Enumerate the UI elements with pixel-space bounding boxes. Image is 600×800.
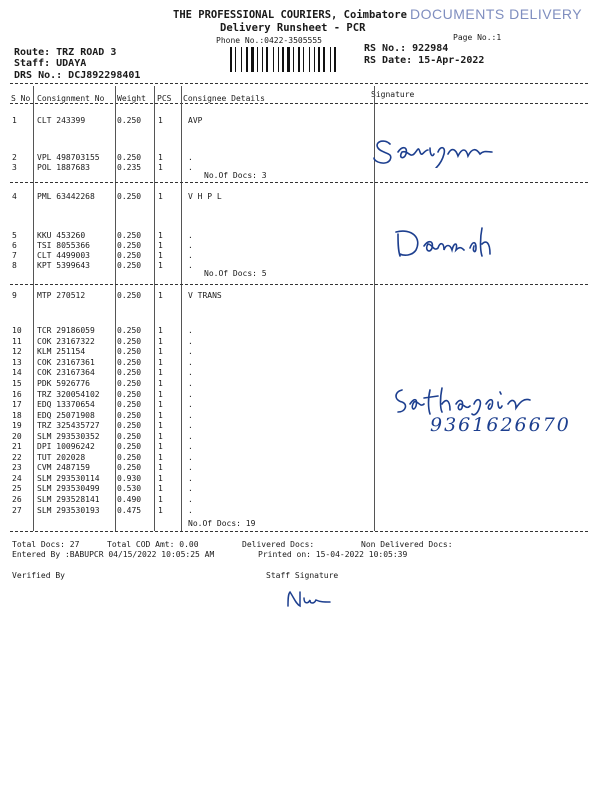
row-weight: 0.250 [117, 231, 142, 240]
row-consignment-no: POL 1887683 [37, 163, 90, 172]
group-divider [10, 284, 588, 285]
row-consignment-no: SLM 293530114 [37, 474, 100, 483]
delivered-docs: Delivered Docs: [242, 540, 315, 549]
row-pcs: 1 [158, 506, 163, 515]
row-consignee: . [188, 484, 193, 493]
row-consignment-no: CLT 4499003 [37, 251, 90, 260]
row-sno: 5 [12, 231, 17, 240]
staff-label: Staff: UDAYA [14, 58, 87, 69]
row-weight: 0.490 [117, 495, 142, 504]
row-consignment-no: CVM 2487159 [37, 463, 90, 472]
row-pcs: 1 [158, 379, 163, 388]
row-consignment-no: SLM 293528141 [37, 495, 100, 504]
row-consignee: . [188, 495, 193, 504]
row-pcs: 1 [158, 163, 163, 172]
verified-by-label: Verified By [12, 571, 65, 580]
row-pcs: 1 [158, 347, 163, 356]
row-sno: 17 [12, 400, 22, 409]
row-sno: 12 [12, 347, 22, 356]
row-pcs: 1 [158, 442, 163, 451]
row-pcs: 1 [158, 368, 163, 377]
row-consignee: . [188, 453, 193, 462]
row-consignee: . [188, 261, 193, 270]
row-weight: 0.250 [117, 463, 142, 472]
entered-by: Entered By :BABUPCR 04/15/2022 10:05:25 AM [12, 550, 215, 559]
handwritten-signature-2 [392, 222, 502, 262]
row-pcs: 1 [158, 453, 163, 462]
row-consignee: . [188, 390, 193, 399]
row-consignment-no: DPI 10096242 [37, 442, 95, 451]
row-consignee: . [188, 241, 193, 250]
row-weight: 0.250 [117, 390, 142, 399]
drs-number: DRS No.: DCJ892298401 [14, 70, 141, 81]
row-consignment-no: SLM 293530499 [37, 484, 100, 493]
row-sno: 10 [12, 326, 22, 335]
row-sno: 6 [12, 241, 17, 250]
row-weight: 0.235 [117, 163, 142, 172]
row-consignment-no: PML 63442268 [37, 192, 95, 201]
header-divider-top [10, 83, 588, 84]
group-docs-count: No.Of Docs: 3 [204, 171, 267, 180]
row-consignee: . [188, 326, 193, 335]
row-pcs: 1 [158, 261, 163, 270]
row-weight: 0.250 [117, 453, 142, 462]
row-weight: 0.250 [117, 251, 142, 260]
row-consignment-no: COK 23167364 [37, 368, 95, 377]
phone-number: Phone No.:0422-3505555 [216, 36, 322, 45]
row-weight: 0.250 [117, 411, 142, 420]
row-pcs: 1 [158, 411, 163, 420]
row-weight: 0.250 [117, 116, 142, 125]
row-pcs: 1 [158, 432, 163, 441]
row-consignee: AVP [188, 116, 203, 125]
printed-on: Printed on: 15-04-2022 10:05:39 [258, 550, 408, 559]
row-weight: 0.250 [117, 400, 142, 409]
row-consignment-no: TSI 8055366 [37, 241, 90, 250]
row-weight: 0.250 [117, 241, 142, 250]
row-consignee: . [188, 421, 193, 430]
row-consignee: . [188, 442, 193, 451]
header-divider-bottom [10, 103, 588, 104]
row-weight: 0.530 [117, 484, 142, 493]
row-consignment-no: COK 23167361 [37, 358, 95, 367]
rs-number: RS No.: 922984 [364, 43, 449, 54]
row-pcs: 1 [158, 326, 163, 335]
row-pcs: 1 [158, 231, 163, 240]
group-docs-count: No.Of Docs: 5 [204, 269, 267, 278]
handwritten-signature-3 [390, 382, 540, 416]
row-sno: 11 [12, 337, 22, 346]
row-consignment-no: KLM 251154 [37, 347, 86, 356]
row-consignment-no: VPL 498703155 [37, 153, 100, 162]
column-line [181, 86, 182, 531]
col-consignee-details: Consignee Details [183, 94, 265, 103]
group-docs-count: No.Of Docs: 19 [188, 519, 256, 528]
route-label: Route: TRZ ROAD 3 [14, 47, 117, 58]
row-consignee: . [188, 347, 193, 356]
company-name: THE PROFESSIONAL COURIERS, Coimbatore [173, 9, 407, 21]
row-consignee: . [188, 411, 193, 420]
row-consignee: . [188, 379, 193, 388]
handwritten-signature-1 [368, 132, 498, 168]
col-signature: Signature [371, 90, 415, 99]
row-weight: 0.250 [117, 368, 142, 377]
row-consignment-no: TRZ 325435727 [37, 421, 100, 430]
column-line [154, 86, 155, 531]
row-consignee: . [188, 463, 193, 472]
column-line [33, 86, 34, 531]
row-pcs: 1 [158, 474, 163, 483]
row-sno: 7 [12, 251, 17, 260]
row-pcs: 1 [158, 241, 163, 250]
row-sno: 14 [12, 368, 22, 377]
row-consignment-no: TUT 202028 [37, 453, 86, 462]
page-number: Page No.:1 [453, 33, 502, 42]
row-sno: 23 [12, 463, 22, 472]
row-sno: 4 [12, 192, 17, 201]
non-delivered-docs: Non Delivered Docs: [361, 540, 453, 549]
row-consignee: . [188, 474, 193, 483]
row-consignment-no: TCR 29186059 [37, 326, 95, 335]
handwritten-phone-number: 9361626670 [430, 414, 571, 436]
staff-handwritten-signature [284, 588, 334, 610]
row-weight: 0.250 [117, 432, 142, 441]
row-weight: 0.475 [117, 506, 142, 515]
row-sno: 27 [12, 506, 22, 515]
row-pcs: 1 [158, 358, 163, 367]
row-sno: 16 [12, 390, 22, 399]
row-sno: 26 [12, 495, 22, 504]
row-sno: 20 [12, 432, 22, 441]
row-pcs: 1 [158, 400, 163, 409]
row-consignment-no: TRZ 320054102 [37, 390, 100, 399]
row-consignment-no: EDQ 25071908 [37, 411, 95, 420]
row-sno: 21 [12, 442, 22, 451]
row-consignment-no: EDQ 13370654 [37, 400, 95, 409]
row-weight: 0.250 [117, 192, 142, 201]
row-weight: 0.250 [117, 442, 142, 451]
row-consignment-no: KKU 453260 [37, 231, 86, 240]
row-weight: 0.250 [117, 153, 142, 162]
row-weight: 0.250 [117, 379, 142, 388]
row-consignee: . [188, 337, 193, 346]
row-weight: 0.250 [117, 421, 142, 430]
row-pcs: 1 [158, 291, 163, 300]
row-pcs: 1 [158, 484, 163, 493]
row-consignee: . [188, 251, 193, 260]
barcode [230, 47, 354, 72]
row-pcs: 1 [158, 192, 163, 201]
row-pcs: 1 [158, 337, 163, 346]
row-pcs: 1 [158, 153, 163, 162]
row-consignee: V H P L [188, 192, 222, 201]
row-weight: 0.250 [117, 326, 142, 335]
row-consignment-no: CLT 243399 [37, 116, 86, 125]
row-sno: 8 [12, 261, 17, 270]
column-line [115, 86, 116, 531]
row-sno: 9 [12, 291, 17, 300]
row-weight: 0.250 [117, 358, 142, 367]
row-consignee: . [188, 400, 193, 409]
total-docs: Total Docs: 27 [12, 540, 80, 549]
row-pcs: 1 [158, 495, 163, 504]
row-sno: 19 [12, 421, 22, 430]
row-pcs: 1 [158, 251, 163, 260]
row-consignee: . [188, 368, 193, 377]
row-weight: 0.250 [117, 291, 142, 300]
total-cod-amount: Total COD Amt: 0.00 [107, 540, 199, 549]
row-weight: 0.250 [117, 337, 142, 346]
row-pcs: 1 [158, 116, 163, 125]
row-consignee: . [188, 153, 193, 162]
documents-delivery-stamp: DOCUMENTS DELIVERY [410, 6, 583, 22]
row-consignee: V TRANS [188, 291, 222, 300]
row-pcs: 1 [158, 421, 163, 430]
col-consignment-no: Consignment No [37, 94, 105, 103]
row-weight: 0.250 [117, 261, 142, 270]
row-consignment-no: COK 23167322 [37, 337, 95, 346]
row-consignee: . [188, 432, 193, 441]
row-sno: 24 [12, 474, 22, 483]
col-sno: S No [11, 94, 31, 103]
row-consignee: . [188, 163, 193, 172]
row-sno: 13 [12, 358, 22, 367]
col-pcs: PCS [157, 94, 172, 103]
row-sno: 22 [12, 453, 22, 462]
row-sno: 2 [12, 153, 17, 162]
staff-signature-label: Staff Signature [266, 571, 339, 580]
row-consignment-no: SLM 293530352 [37, 432, 100, 441]
row-sno: 25 [12, 484, 22, 493]
document-title: Delivery Runsheet - PCR [220, 22, 366, 34]
row-sno: 18 [12, 411, 22, 420]
row-weight: 0.930 [117, 474, 142, 483]
group-divider [10, 531, 588, 532]
row-pcs: 1 [158, 463, 163, 472]
row-sno: 1 [12, 116, 17, 125]
row-sno: 15 [12, 379, 22, 388]
row-pcs: 1 [158, 390, 163, 399]
row-consignment-no: MTP 270512 [37, 291, 86, 300]
row-sno: 3 [12, 163, 17, 172]
row-consignee: . [188, 506, 193, 515]
row-consignee: . [188, 358, 193, 367]
row-consignee: . [188, 231, 193, 240]
group-divider [10, 182, 588, 183]
row-consignment-no: SLM 293530193 [37, 506, 100, 515]
row-consignment-no: KPT 5399643 [37, 261, 90, 270]
col-weight: Weight [117, 94, 146, 103]
row-weight: 0.250 [117, 347, 142, 356]
rs-date: RS Date: 15-Apr-2022 [364, 55, 485, 66]
row-consignment-no: PDK 5926776 [37, 379, 90, 388]
